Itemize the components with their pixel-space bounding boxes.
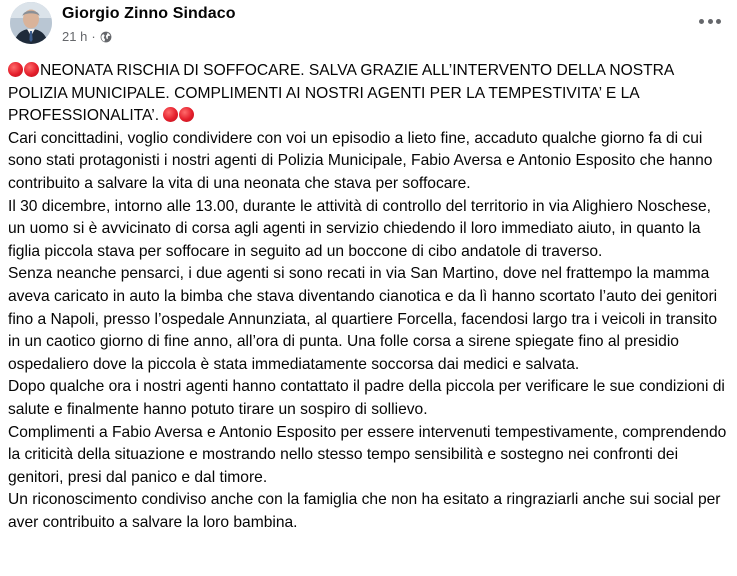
red-circle-emoji (179, 107, 194, 122)
post-paragraph: Il 30 dicembre, intorno alle 13.00, durante le attività di controllo del territorio in via Alighiero Noschese, un uomo si è avvicinato di corsa agli agenti in servizio chiedendo il loro immediato aiuto, in quanto la figlia piccola stava per soffocare in seguito ad un boccone di cibo andatole di traverso. (8, 197, 711, 260)
post-author-name[interactable]: Giorgio Zinno Sindaco (62, 5, 236, 22)
red-circle-emoji (163, 107, 178, 122)
post-meta (62, 29, 112, 44)
more-dot (716, 19, 721, 24)
post-headline-paragraph (8, 60, 730, 128)
post-paragraph: Complimenti a Fabio Aversa e Antonio Esposito per essere intervenuti tempestivamente, comprendendo la criticità della situazione e mostrando nello stesso tempo sensibilità e sostegno nei confronti dei genitori, presi dal panico e dal timore. (8, 423, 727, 486)
red-circle-emoji (24, 62, 39, 77)
post-paragraph: Dopo qualche ora i nostri agenti hanno contattato il padre della piccola per verificare le sue condizioni di salute e finalmente hanno potuto tirare un sospiro di sollievo. (8, 378, 725, 418)
post-headline: NEONATA RISCHIA DI SOFFOCARE. SALVA GRAZIE ALL’INTERVENTO DELLA NOSTRA POLIZIA MUNICIPALE. COMPLIMENTI AI NOSTRI AGENTI PER LA TEMPESTIVITA’ E LA PROFESSIONALITA’. (8, 62, 674, 125)
post-body (8, 60, 730, 534)
post-paragraph: Cari concittadini, voglio condividere con voi un episodio a lieto fine, accaduto qualche giorno fa di cui sono stati protagonisti i nostri agenti di Polizia Municipale, Fabio Aversa e Antonio Esposito che hanno contribuito a salvare la vita di una neonata che stava per soffocare. (8, 129, 713, 192)
post-paragraph: Un riconoscimento condiviso anche con la famiglia che non ha esitato a ringraziarli anche sui social per aver contribuito a salvare la loro bambina. (8, 491, 721, 531)
globe-icon[interactable] (100, 31, 112, 43)
post-timestamp[interactable]: 21 h (62, 29, 88, 44)
more-dot (708, 19, 713, 24)
meta-separator: · (91, 29, 96, 44)
red-circle-emoji (8, 62, 23, 77)
avatar[interactable] (10, 2, 52, 44)
more-options-icon[interactable] (699, 14, 721, 28)
post-paragraph: Senza neanche pensarci, i due agenti si sono recati in via San Martino, dove nel frattempo la mamma aveva caricato in auto la bimba che stava diventando cianotica e da lì hanno scortato l’auto dei genitori fino a Napoli, presso l’ospedale Annunziata, al quartiere Forcella, facendosi largo tra i veicoli in transito in un caotico giorno di fine anno, all’ora di punta. Una folle corsa a sirene spiegate fino al presidio ospedaliero dove la piccola è stata immediatamente soccorsa dai medici e salvata. (8, 265, 718, 373)
more-dot (699, 19, 704, 24)
